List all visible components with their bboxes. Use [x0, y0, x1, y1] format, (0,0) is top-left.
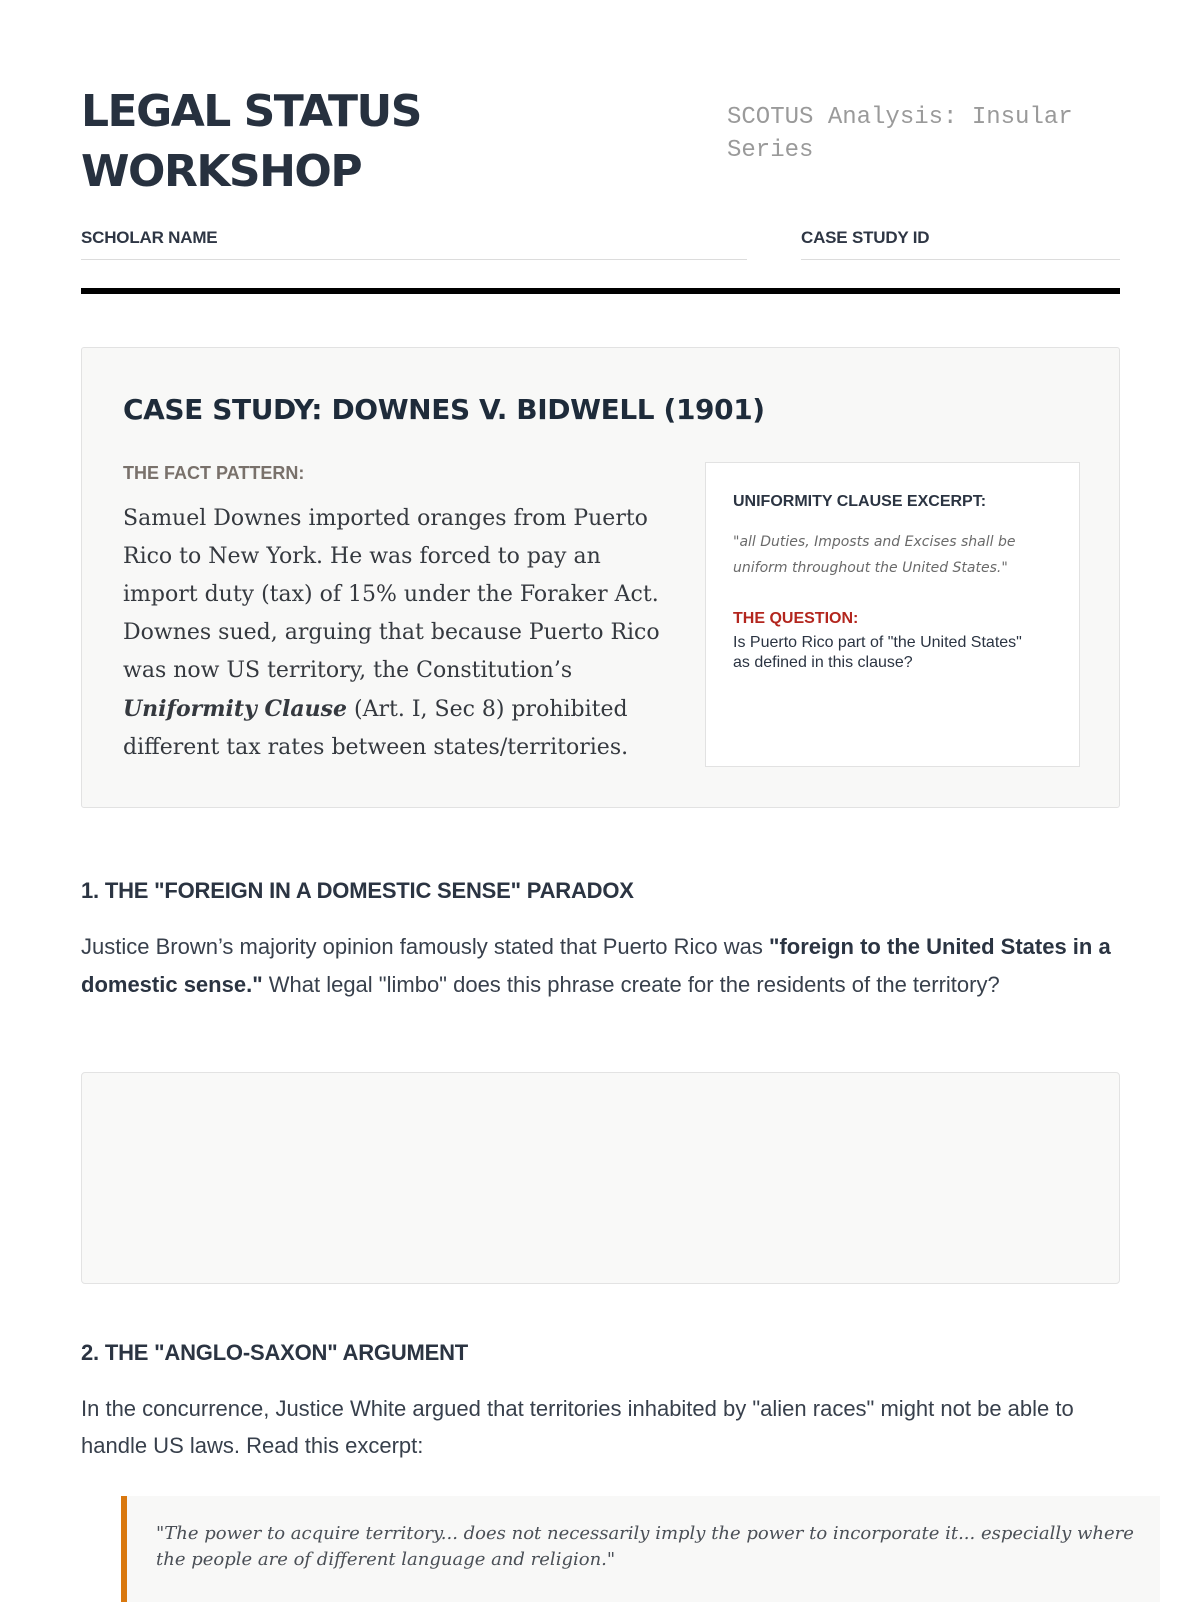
section-1-prompt — [81, 928, 1120, 1004]
question-text: Is Puerto Rico part of "the United States" as defined in this clause? — [733, 634, 1022, 671]
section-1-text-part-2: What legal "limbo" does this phrase create for the residents of the territory? — [262, 972, 1000, 997]
case-study-box — [81, 347, 1120, 808]
fact-text-part-1: Samuel Downes imported oranges from Puerto Rico to New York. He was forced to pay an import duty (tax) of 15% under the Foraker Act. Downes sued, arguing that because Puerto Rico was now US territory, the Constitution’s — [123, 506, 660, 683]
fact-pattern-label: THE FACT PATTERN: — [123, 463, 305, 483]
white-concurrence-excerpt — [121, 1496, 1160, 1602]
case-study-id-label: CASE STUDY ID — [801, 228, 930, 247]
case-study-title: CASE STUDY: DOWNES V. BIDWELL (1901) — [123, 393, 765, 426]
section-1-heading: 1. THE "FOREIGN IN A DOMESTIC SENSE" PARADOX — [81, 878, 634, 903]
excerpt-quote: "all Duties, Imposts and Excises shall be uniform throughout the United States." — [733, 534, 1016, 576]
uniformity-clause-emphasis: Uniformity Clause — [123, 696, 348, 722]
scholar-name-field[interactable] — [81, 228, 747, 260]
case-study-id-field[interactable] — [801, 228, 1120, 260]
page-title-line-1: LEGAL STATUS — [81, 86, 421, 137]
page-subtitle: SCOTUS Analysis: Insular Series — [727, 104, 1073, 164]
scholar-name-label: SCHOLAR NAME — [81, 228, 218, 247]
question-label: THE QUESTION: — [733, 610, 859, 627]
excerpt-label: UNIFORMITY CLAUSE EXCERPT: — [733, 493, 987, 510]
fact-pattern-text — [123, 500, 663, 767]
uniformity-clause-card — [705, 462, 1080, 767]
header-divider — [81, 288, 1120, 294]
page-title-line-2: WORKSHOP — [81, 146, 362, 197]
section-2-prompt: In the concurrence, Justice White argued that territories inhabited by "alien races" might not be able to handle US laws. Read this excerpt: — [81, 1396, 1074, 1458]
excerpt-quote-text: "The power to acquire territory... does not necessarily imply the power to incorporate it... especially where the people are of different language and religion." — [156, 1523, 1134, 1570]
page-title — [81, 82, 421, 202]
section-1-text-part-1: Justice Brown’s majority opinion famously stated that Puerto Rico was — [81, 934, 770, 959]
fact-text-part-2: (Art. I, Sec 8) prohibited different tax rates between states/territories. — [123, 697, 629, 760]
section-2-heading: 2. THE "ANGLO-SAXON" ARGUMENT — [81, 1340, 469, 1365]
section-1-quote-bold: "foreign to the United States in a domestic sense." — [81, 934, 1111, 997]
section-1-answer-box[interactable] — [81, 1072, 1120, 1284]
